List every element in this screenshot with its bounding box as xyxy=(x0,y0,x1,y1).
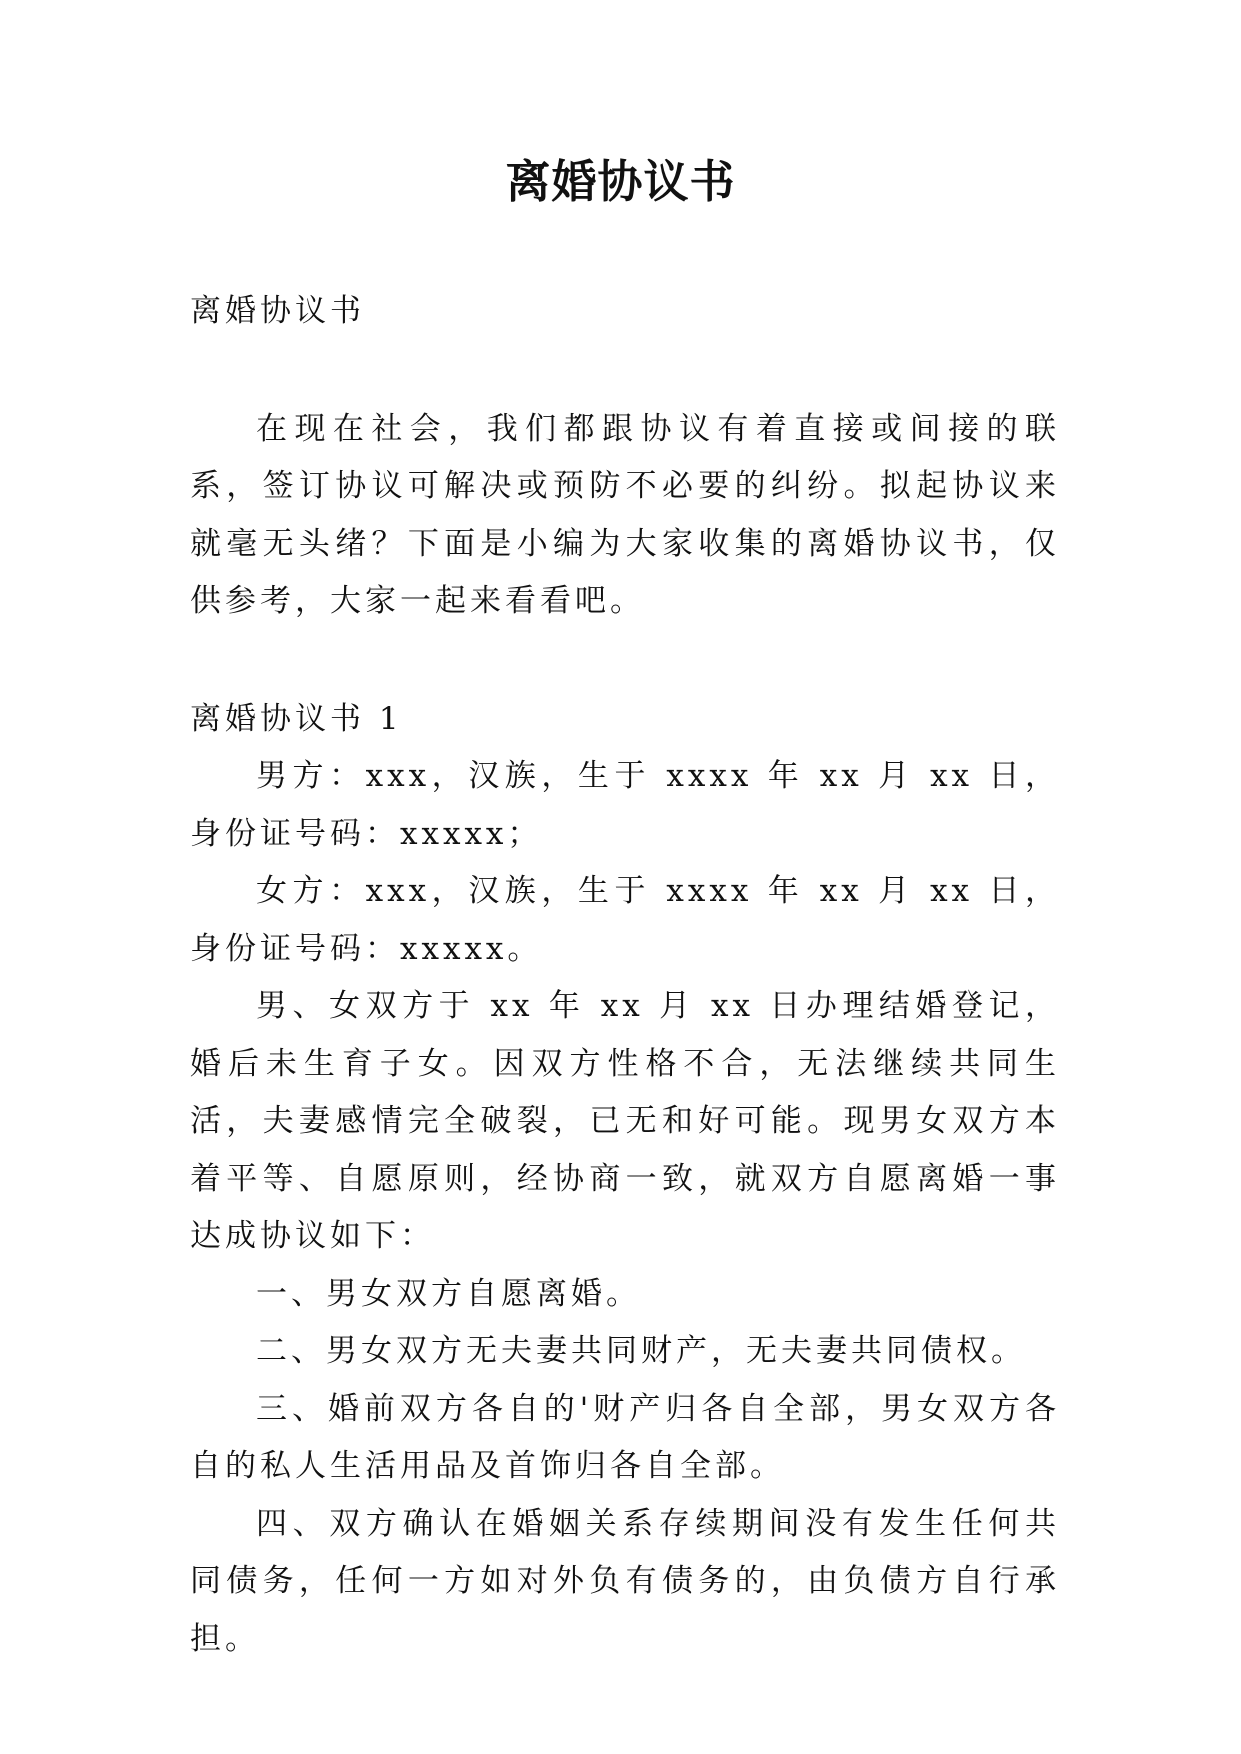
clause-3: 三、婚前双方各自的'财产归各自全部，男女双方各自的私人生活用品及首饰归各自全部。 xyxy=(190,1390,1060,1484)
male-party-paragraph: 男方：xxx，汉族，生于 xxxx 年 xx 月 xx 日，身份证号码：xxxxx； xyxy=(190,758,1060,852)
clause-1: 一、男女双方自愿离婚。 xyxy=(256,1275,641,1312)
document-title: 离婚协议书 xyxy=(505,155,736,208)
clause-4: 四、双方确认在婚姻关系存续期间没有发生任何共同债务，任何一方如对外负有债务的，由负债方自行承担。 xyxy=(190,1505,1060,1657)
marriage-background-paragraph: 男、女双方于 xx 年 xx 月 xx 日办理结婚登记，婚后未生育子女。因双方性格不合，无法继续共同生活，夫妻感情完全破裂，已无和好可能。现男女双方本着平等、自愿原则，经协商一致，就双方自愿离婚一事达成协议如下： xyxy=(190,988,1060,1254)
spacer xyxy=(190,631,1060,691)
spacer xyxy=(190,341,1060,401)
female-party-paragraph: 女方：xxx，汉族，生于 xxxx 年 xx 月 xx 日，身份证号码：xxxxx。 xyxy=(190,873,1060,967)
intro-paragraph: 在现在社会，我们都跟协议有着直接或间接的联系，签订协议可解决或预防不必要的纠纷。拟起协议来就毫无头绪？下面是小编为大家收集的离婚协议书，仅供参考，大家一起来看看吧。 xyxy=(190,410,1060,619)
clause-2: 二、男女双方无夫妻共同财产，无夫妻共同债权。 xyxy=(256,1333,1026,1369)
section-heading: 离婚协议书 1 xyxy=(190,700,403,737)
document-subtitle: 离婚协议书 xyxy=(190,293,365,329)
document-body xyxy=(190,283,1060,1668)
